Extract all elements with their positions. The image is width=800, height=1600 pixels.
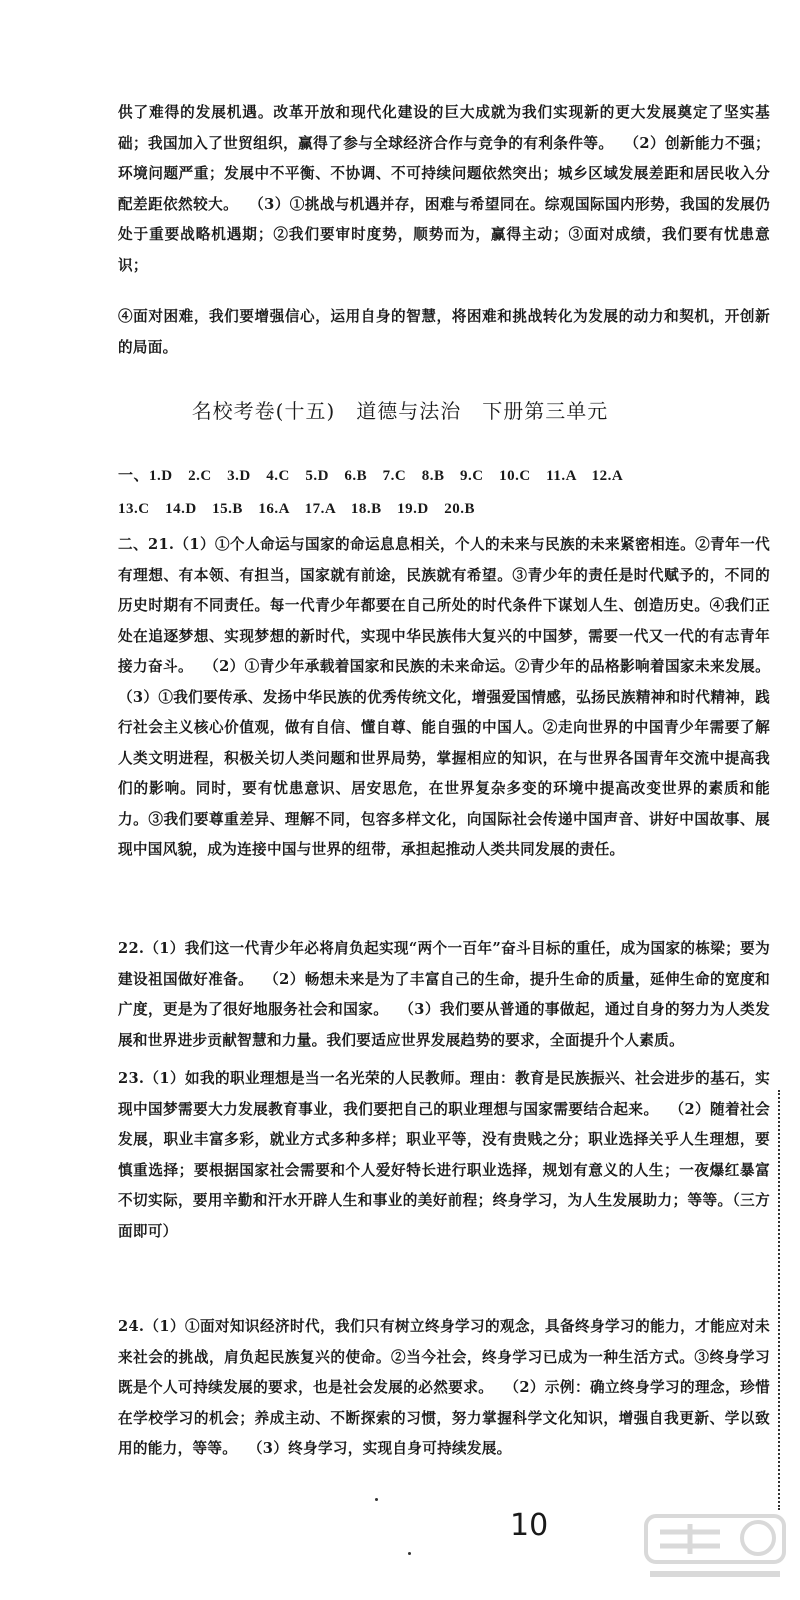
answer-q24: 24.（1）①面对知识经济时代，我们只有树立终身学习的观念，具备终身学习的能力，才能应对未来社会的挑战，肩负起民族复兴的使命。②当今社会，终身学习已成为一种生活方式。③终身学习既是个人可持续发展的要求，也是社会发展的必然要求。 （2）示例：确立终身学习的理念，珍惜在学校学习的机会；养成主动、不断探索的习惯，努力掌握科学文化知识，增强自我更新、学以致用的能力，等等。 （3）终身学习，实现自身可持续发展。 — [118, 1318, 770, 1457]
continued-answer-paragraph: 供了难得的发展机遇。改革开放和现代化建设的巨大成就为我们实现新的更大发展奠定了坚实基础；我国加入了世贸组织，赢得了参与全球经济合作与竞争的有利条件等。 （2）创新能力不强；环境问题严重；发展中不平衡、不协调、不可持续问题依然突出；城乡区域发展差距和居民收入分配差距依然较大。 （3）①挑战与机遇并存，困难与希望同在。综观国际国内形势，我国的发展仍处于重要战略机遇期；②我们要审时度势，顺势而为，赢得主动；③面对成绩，我们要有忧患意识； — [118, 104, 770, 274]
continued-answer-paragraph-end: ④面对困难，我们要增强信心，运用自身的智慧，将困难和挑战转化为发展的动力和契机，开创新的局面。 — [118, 308, 770, 356]
answer-q21: 二、21.（1）①个人命运与国家的命运息息相关，个人的未来与民族的未来紧密相连。②青年一代有理想、有本领、有担当，国家就有前途，民族就有希望。③青少年的责任是时代赋予的，不同的历史时期有不同责任。每一代青少年都要在自己所处的时代条件下谋划人生、创造历史。④我们正处在追逐梦想、实现梦想的新时代，实现中华民族伟大复兴的中国梦，需要一代又一代的有志青年接力奋斗。 （2）①青少年承载着国家和民族的未来命运。②青少年的品格影响着国家未来发展。 （3）①我们要传承、发扬中华民族的优秀传统文化，增强爱国情感，弘扬民族精神和时代精神，践行社会主义核心价值观，做有自信、懂自尊、能自强的中国人。②走向世界的中国青少年需要了解人类文明进程，积极关切人类问题和世界局势，掌握相应的知识，在与世界各国青年交流中提高我们的影响。同时，要有忧患意识、居安思危，在世界复杂多变的环境中提高改变世界的素质和能力。③我们要尊重差异、理解不同，包容多样文化，向国际社会传递中国声音、讲好中国故事、展现中国风貌，成为连接中国与世界的纽带，承担起推动人类共同发展的责任。 — [118, 536, 781, 858]
handwritten-page-number: 10 — [510, 1508, 549, 1543]
binding-dotted-line — [778, 1090, 780, 1510]
ink-dot — [375, 1498, 378, 1501]
answer-q22: 22.（1）我们这一代青少年必将肩负起实现“两个一百年”奋斗目标的重任，成为国家的栋梁；要为建设祖国做好准备。 （2）畅想未来是为了丰富自己的生命，提升生命的质量，延伸生命的宽度和广度，更是为了很好地服务社会和国家。 （3）我们要从普通的事做起，通过自身的努力为人类发展和世界进步贡献智慧和力量。我们要适应世界发展趋势的要求，全面提升个人素质。 — [118, 940, 770, 1049]
answer-q23: 23.（1）如我的职业理想是当一名光荣的人民教师。理由：教育是民族振兴、社会进步的基石，实现中国梦需要大力发展教育事业，我们要把自己的职业理想与国家需要结合起来。 （2）随着社会发展，职业丰富多彩，就业方式多种多样；职业平等，没有贵贱之分；职业选择关乎人生理想，要慎重选择；要根据国家社会需要和个人爱好特长进行职业选择，规划有意义的人生；一夜爆红暴富不切实际，要用辛勤和汗水开辟人生和事业的美好前程；终身学习，为人生发展助力；等等。（三方面即可） — [118, 1070, 770, 1240]
choice-answers-row-1: 一、1.D 2.C 3.D 4.C 5.D 6.B 7.C 8.B 9.C 10.C 11.A 12.A — [118, 468, 624, 484]
watermark-logo — [640, 1510, 790, 1590]
ink-dot — [408, 1552, 411, 1555]
choice-answers-row-2: 13.C 14.D 15.B 16.A 17.A 18.B 19.D 20.B — [118, 501, 476, 517]
section-title: 名校考卷(十五) 道德与法治 下册第三单元 — [191, 399, 609, 423]
